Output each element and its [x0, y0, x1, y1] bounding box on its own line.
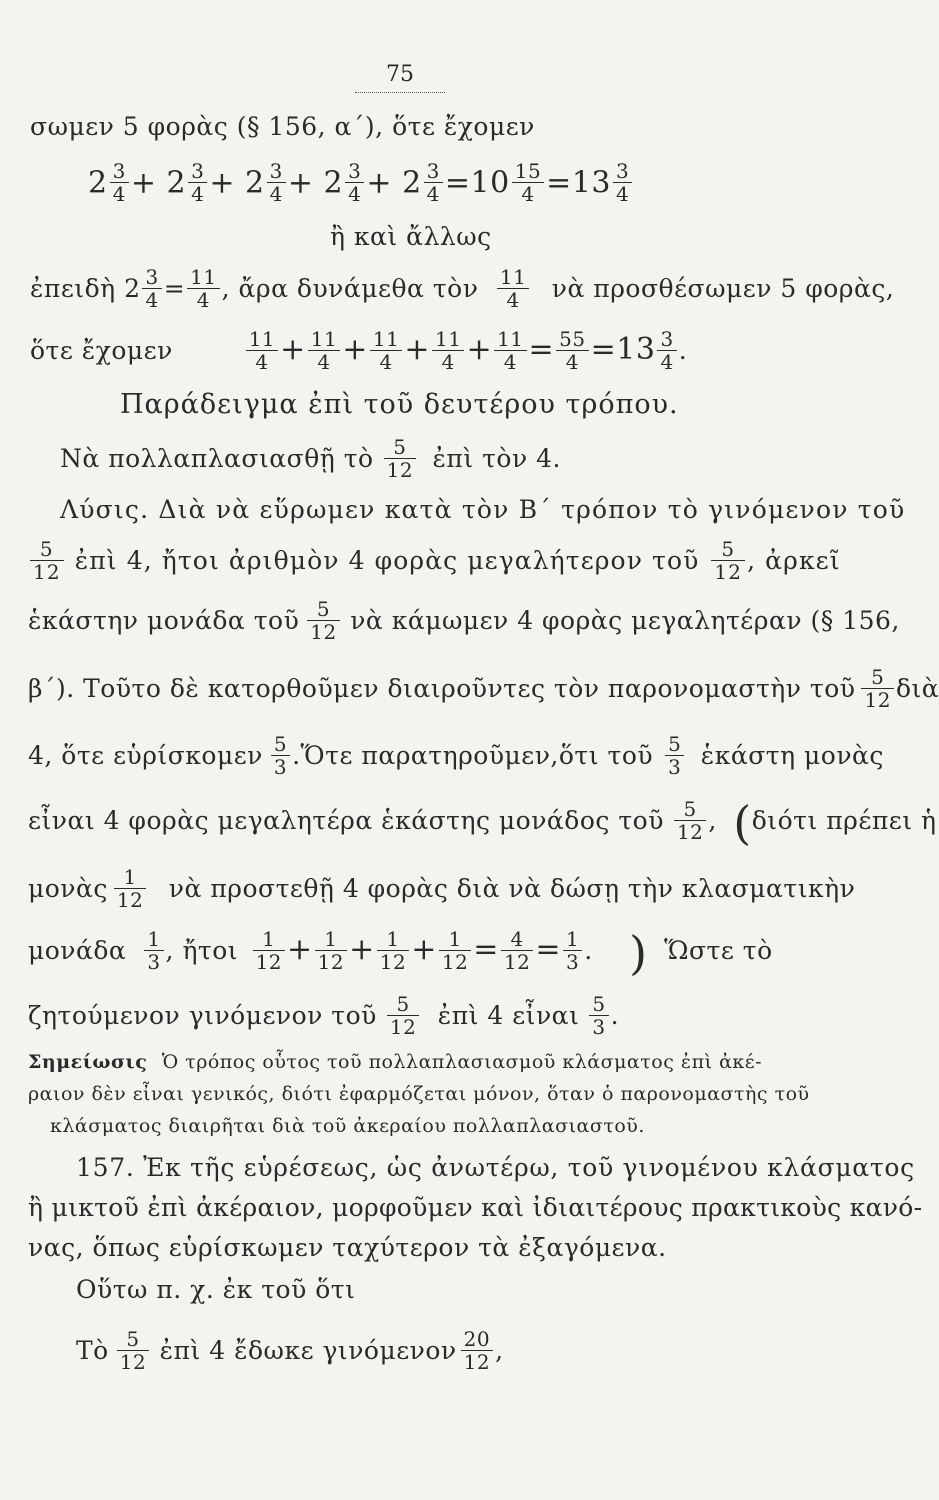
- text-line: εἶναι 4 φορὰς μεγαλητέρα ἑκάστης μονάδος τοῦ $\frac{5}{12}$ , (διότι πρέπει ἡ: [28, 795, 937, 850]
- text-line: ἢ καὶ ἄλλως: [330, 222, 492, 251]
- paragraph-157-line: ἢ μικτοῦ ἐπὶ ἀκέραιον, μορφοῦμεν καὶ ἰδιαιτέρους πρακτικοὺς κανό-: [28, 1193, 923, 1222]
- paragraph-157-line: νας, ὅπως εὑρίσκωμεν ταχύτερον τὰ ἐξαγόμενα.: [28, 1233, 667, 1262]
- text-line: μονάδα $\frac{1}{3}$ , ἤτοι $\frac{1}{12}$ + $\frac{1}{12}$ + $\frac{1}{12}$ + $\frac{1}{12}$ = $\frac{4}{12}$ = $\frac{1}{3}$ . ) Ὥστε τὸ: [28, 925, 773, 980]
- paragraph-157-line: Οὕτω π. χ. ἐκ τοῦ ὅτι: [76, 1275, 356, 1304]
- text-line: 4, ὅτε εὑρίσκομεν $\frac{5}{3}$ .Ὅτε παρατηροῦμεν,ὅτι τοῦ $\frac{5}{3}$ ἑκάστη μονὰς: [28, 732, 884, 779]
- note-line: ραιον δὲν εἶναι γενικός, διότι ἐφαρμόζεται μόνον, ὅταν ὁ παρονομαστὴς τοῦ: [28, 1083, 810, 1105]
- page-number: 75: [386, 62, 414, 87]
- note-line: κλάσματος διαιρῆται διὰ τοῦ ἀκεραίου πολλαπλασιαστοῦ.: [50, 1115, 645, 1137]
- section-heading: Παράδειγμα ἐπὶ τοῦ δευτέρου τρόπου.: [120, 389, 679, 420]
- paragraph-157-line: 157. Ἐκ τῆς εὑρέσεως, ὡς ἀνωτέρω, τοῦ γινομένου κλάσματος: [76, 1153, 915, 1182]
- text-line: μονὰς $\frac{1}{12}$ νὰ προστεθῇ 4 φορὰς διὰ νὰ δώσῃ τὴν κλασματικὴν: [28, 865, 856, 912]
- equation-mixed-sum: 2 $\frac{3}{4}$ + 2 $\frac{3}{4}$ + 2 $\frac{3}{4}$ + 2 $\frac{3}{4}$ + 2 $\frac{3}{4}$ =10 $\frac{15}{4}$ =13 $\frac{3}{4}$: [88, 162, 634, 207]
- text-line: $\frac{5}{12}$ ἐπὶ 4, ἤτοι ἀριθμὸν 4 φορὰς μεγαλήτερον τοῦ $\frac{5}{12}$ , ἀρκεῖ: [28, 540, 841, 585]
- text-line: σωμεν 5 φορὰς (§ 156, α΄), ὅτε ἔχομεν: [30, 112, 535, 141]
- text-line: ἑκάστην μονάδα τοῦ $\frac{5}{12}$ νὰ κάμωμεν 4 φορὰς μεγαλητέραν (§ 156,: [28, 597, 900, 644]
- paragraph-157-line: Τὸ $\frac{5}{12}$ ἐπὶ 4 ἔδωκε γινόμενον $\frac{20}{12}$ ,: [76, 1327, 504, 1374]
- text-line: ἐπειδὴ 2 $\frac{3}{4}$ = $\frac{11}{4}$ , ἄρα δυνάμεθα τὸν $\frac{11}{4}$ νὰ προσθέσωμεν 5 φορὰς,: [30, 265, 895, 312]
- text-line: ζητούμενον γινόμενον τοῦ $\frac{5}{12}$ ἐπὶ 4 εἶναι $\frac{5}{3}$ .: [28, 992, 620, 1039]
- text-line: β΄). Τοῦτο δὲ κατορθοῦμεν διαιροῦντες τὸν παρονομαστὴν τοῦ $\frac{5}{12}$ διὰ: [28, 665, 939, 712]
- text-line: ὅτε ἔχομεν $\frac{11}{4}$ + $\frac{11}{4}$ + $\frac{11}{4}$ + $\frac{11}{4}$ + $\frac{11}{4}$ = $\frac{55}{4}$ =13 $\frac{3}{4}$ .: [30, 327, 688, 374]
- text-line: Νὰ πολλαπλασιασθῇ τὸ $\frac{5}{12}$ ἐπὶ τὸν 4.: [60, 435, 561, 482]
- note-line: Σημείωσις Ὁ τρόπος οὗτος τοῦ πολλαπλασιασμοῦ κλάσματος ἐπὶ ἀκέ-: [28, 1051, 763, 1073]
- header-rule: [355, 92, 445, 93]
- text-line: Λύσις. Διὰ νὰ εὕρωμεν κατὰ τὸν Β΄ τρόπον τὸ γινόμενον τοῦ: [60, 495, 906, 524]
